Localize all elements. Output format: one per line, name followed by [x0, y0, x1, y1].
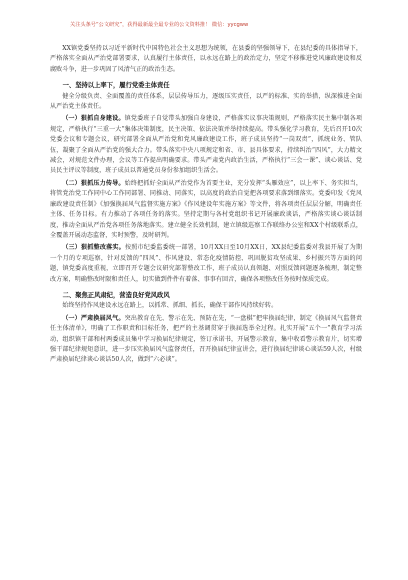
subsection-1-3-title: （三）狠抓整改落实。	[62, 244, 125, 252]
subsection-1-2-title: （二）狠抓压力传导。	[62, 179, 125, 187]
section-2-intro: 始终坚持作风建设永远在路上，以抓常、抓细、抓长，确保干部作风持续好转。	[62, 302, 278, 310]
subsection-1-2-text: 始终把抓好全面从严治党作为首要主业，充分发挥“头雁效应”，以上率下、务实担当，将管党治党工作同中心工作同部署、同推动、同落实，以高度的政治自觉把各项要求落到细落实。党委印发《党风廉政建设责任制》《加强换届风气监督实施方案》《作风建设年实施方案》等文件，将各项责任层层分解，明确责任主体、任务目标。有力推动了各项任务的落实。坚持定期与各村党组织书记开展廉政谈话，严格落实谈心谈话制度，推动全面从严治党各项任务落地落实。建立健全长效机制，建立镇级巡察工作联络办公室和XX个村级联系点，全覆盖开展动态监督，实时预警，及时研判。	[50, 179, 362, 239]
section-heading-1: 一、坚持以上率下，履行党委主体责任	[62, 82, 170, 90]
subsection-1-3-text: 按照市纪委监委统一部署，10月XX日至10月XX日，XX县纪委监委对我县开展了为期一个月的专项巡察，针对反馈的“四风”、作风建设、常态化疫情防控、巩固脱贫攻坚成果、乡村振兴等方面的问题，镇党委高度重视，立即召开专题会议研究部署整改工作，班子成员认真领题、对照反馈问题逐条梳理，制定整改方案，明确整改时限和责任人，切实做到件件有着落、事事有回音，确保各项整改任务按时保质完成。	[50, 244, 362, 283]
subsection-2-1-title: （一）严肃换届风气。	[62, 314, 125, 322]
subsection-2-1	[50, 314, 362, 366]
section-1-intro: 健全分级负责、全面覆盖的责任体系，层层传导压力，逐级压实责任，以严的标准、实的举措，纵深推进全面从严治党主体责任。	[50, 92, 362, 111]
subsection-1-1	[50, 114, 362, 176]
document-body	[50, 44, 362, 366]
section-heading-2: 二、聚焦正风肃纪，营造良好党风政风	[62, 291, 170, 299]
subsection-1-3	[50, 243, 362, 285]
subsection-2-1-text: 突出教育在先、警示在先、预防在先，“一盘棋”把牢换届纪律，制定《换届风气监督责任主体清单》，明确了工作职责和目标任务，把严的主基调贯穿于换届选举全过程。扎实开展“五个一”教育学习活动，组织镇干部和村两委成员集中学习换届纪律规定，签订承诺书，开展警示教育，集中收看警示教育片，切实增强干部纪律规矩意识，进一步压实换届风气监督责任，召开换届纪律宣讲会，进行换届纪律谈心谈话59人次，村级严肃换届纪律谈心谈话50人次，做到“六必谈”。	[50, 314, 362, 364]
subsection-1-2	[50, 179, 362, 241]
intro-paragraph: XX镇党委坚持以习近平新时代中国特色社会主义思想为统领，在县委的坚强领导下，在县纪委的具体指导下，严格落实全面从严治党部署要求，认真履行主体责任，以永远在路上的政治定力，坚定不移推进党风廉政建设和反腐败斗争，进一步巩固了风清气正的政治生态。	[50, 45, 362, 73]
subsection-1-1-text: 镇党委班子自觉带头加强自身建设，严格落实议事决策规则，严格落实民主集中制各项规定，严格执行“三重一大”集体决策制度，民主决策、依法决策并举持续提高。带头强化学习教育，先后召开10次党委会议和专题会议，研究部署全面从严治党和党风廉政建设工作，班子成员坚持“一岗双责”，抓统业务、管队伍，凝聚了全面从严治党的强大合力。带头落实中央八项规定和省、市、县具体要求，持续纠治“四风”，大力精文减会，对规范文件办理，会议等工作提出明确要求。带头严肃党内政治生活，严格执行“三会一课”、谈心谈话、党员民主评议等制度，班子成员以普通党员身份参加组织生活会。	[50, 115, 362, 175]
subsection-1-1-title: （一）狠抓自身建设。	[62, 115, 125, 123]
header-banner: 关注头条号“公文研究”，获得最新最全最专业的公文资料推！ 微信：yycgww	[70, 22, 249, 28]
